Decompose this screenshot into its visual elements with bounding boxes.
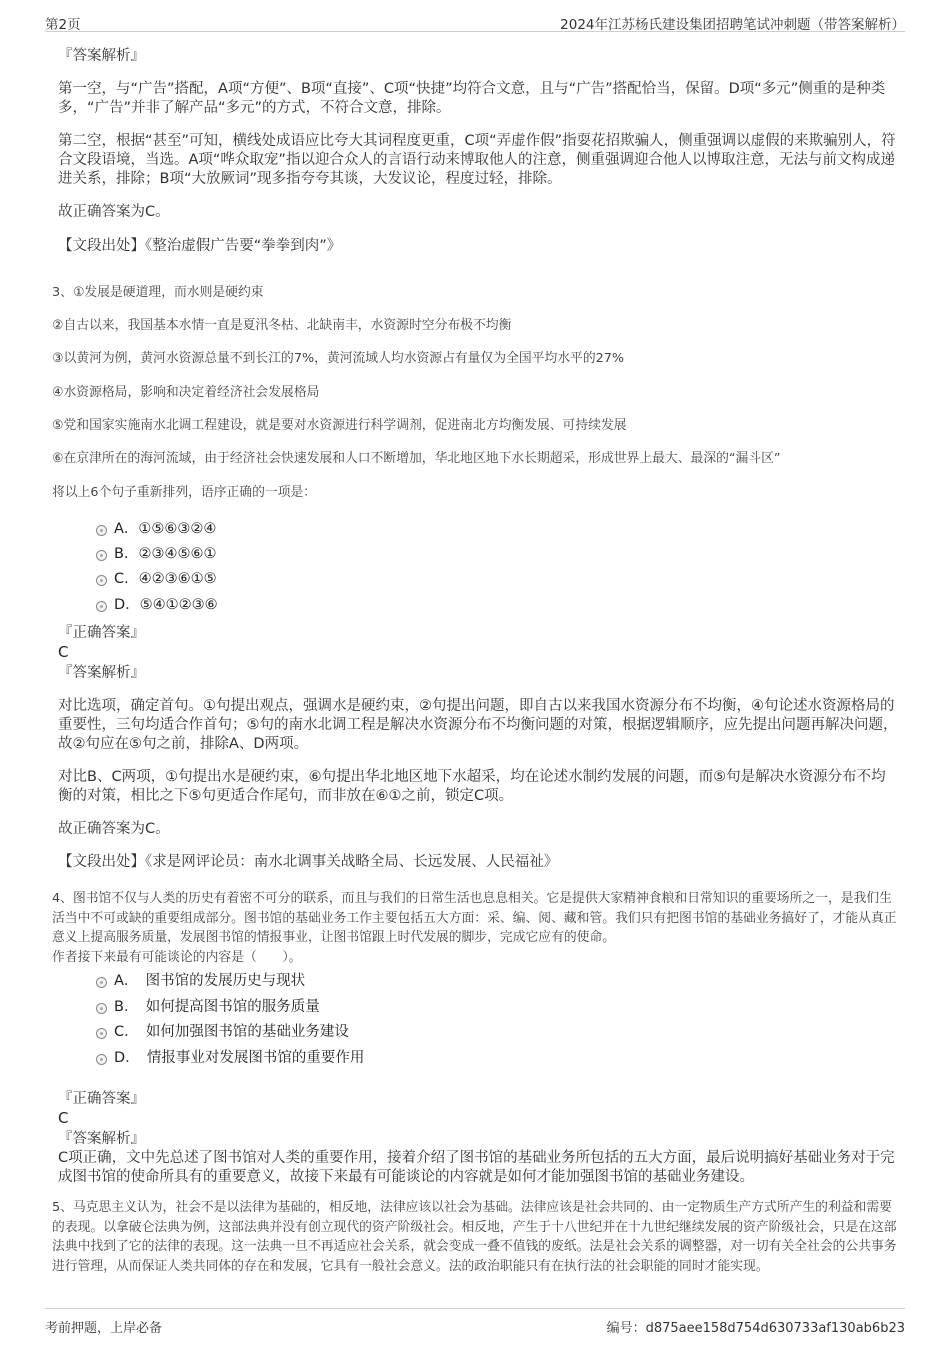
radio-icon[interactable] [96, 977, 107, 988]
q3-sentence-4: ④水资源格局，影响和决定着经济社会发展格局 [52, 385, 320, 400]
radio-icon[interactable] [96, 1003, 107, 1014]
radio-icon[interactable] [96, 1054, 107, 1065]
page-number: 第2页 [45, 17, 81, 33]
q3-correct-label: 『正确答案』 [58, 625, 145, 641]
radio-icon[interactable] [96, 525, 107, 536]
q3-sentence-3: ③以黄河为例，黄河水资源总量不到长江的7%，黄河流域人均水资源占有量仅为全国平均水平的27% [52, 351, 625, 366]
q3-analysis-para2: 对比B、C两项，①句提出水是硬约束，⑥句提出华北地区地下水超采，均在论述水制约发展的问题，而⑤句是解决水资源分布不均衡的对策，相比之下⑤句更适合作尾句，而非放在⑥①之前，锁定C项。 [58, 769, 886, 804]
footer-id: 编号：d875aee158d754d630733af130ab6b23 [606, 1321, 905, 1336]
q3-sentence-2: ②自古以来，我国基本水情一直是夏汛冬枯、北缺南丰，水资源时空分布极不均衡 [52, 318, 512, 333]
q3-analysis-label: 『答案解析』 [58, 665, 145, 681]
option-label: A．①⑤⑥③②④ [114, 521, 217, 537]
option-label: C．④②③⑥①⑤ [114, 571, 217, 587]
document-title: 2024年江苏杨氏建设集团招聘笔试冲刺题（带答案解析） [560, 17, 905, 33]
page-footer [45, 1308, 905, 1335]
q2-analysis-label: 『答案解析』 [58, 48, 145, 64]
option-label: D．⑤④①②③⑥ [114, 597, 218, 613]
option-label: B．②③④⑤⑥① [114, 546, 217, 562]
q3-source: 【文段出处】《求是网评论员：南水北调事关战略全局、长远发展、人民福祉》 [58, 854, 559, 870]
q3-sentence-1: 3、①发展是硬道理，而水则是硬约束 [52, 285, 264, 300]
radio-icon[interactable] [96, 601, 107, 612]
q3-prompt: 将以上6个句子重新排列，语序正确的一项是： [52, 485, 317, 500]
q3-conclusion: 故正确答案为C。 [58, 821, 170, 837]
radio-icon[interactable] [96, 575, 107, 586]
q4-correct-answer: C [58, 1109, 69, 1127]
option-label: D． 情报事业对发展图书馆的重要作用 [114, 1050, 365, 1066]
footer-slogan: 考前押题，上岸必备 [45, 1321, 163, 1336]
q5-stem: 5、马克思主义认为，社会不是以法律为基础的，相反地，法律应该以社会为基础。法律应该是社会共同的、由一定物质生产方式所产生的利益和需要的表现。以拿破仑法典为例，这部法典并没有创立现代的资产阶级社会。相反地，产生于十八世纪并在十九世纪继续发展的资产阶级社会，只是在这部法典中找到了它的法律的表现。这一法典一旦不再适应社会关系，就会变成一叠不值钱的废纸。法是社会关系的调整器，对一切有关全社会的公共事务进行管理，从而保证人类共同体的存在和发展，它具有一般社会意义。法的政治职能只有在执行法的社会职能的同时才能实现。 [52, 1200, 897, 1274]
q2-source: 【文段出处】《整治虚假广告要“拳拳到肉”》 [58, 238, 342, 254]
q2-analysis-para1: 第一空，与“广告”搭配，A项“方便”、B项“直接”、C项“快捷”均符合文意，且与“广告”搭配恰当，保留。D项“多元”侧重的是种类多，“广告”并非了解产品“多元”的方式，不符合文意，排除。 [58, 81, 886, 116]
q4-correct-label: 『正确答案』 [58, 1091, 145, 1107]
q3-sentence-5: ⑤党和国家实施南水北调工程建设，就是要对水资源进行科学调剂，促进南北方均衡发展、可持续发展 [52, 418, 627, 433]
option-label: A． 图书馆的发展历史与现状 [114, 973, 306, 989]
q4-stem: 4、图书馆不仅与人类的历史有着密不可分的联系，而且与我们的日常生活也息息相关。它是提供大家精神食粮和日常知识的重要场所之一，是我们生活当中不可或缺的重要组成部分。图书馆的基础业务工作主要包括五大方面：采、编、阅、藏和管。我们只有把图书馆的基础业务搞好了，才能从真正意义上提高服务质量，发展图书馆的情报事业，让图书馆跟上时代发展的脚步，完成它应有的使命。 [52, 891, 897, 945]
q3-analysis-para1: 对比选项，确定首句。①句提出观点，强调水是硬约束，②句提出问题，即自古以来我国水资源分布不均衡，④句论述水资源格局的重要性，三句均适合作首句；⑤句的南水北调工程是解决水资源分布不均衡问题的对策，根据逻辑顺序，应先提出问题再解决问题，故②句应在⑤句之前，排除A、D两项。 [58, 698, 898, 752]
q4-analysis: C项正确，文中先总述了图书馆对人类的重要作用，接着介绍了图书馆的基础业务所包括的五大方面，最后说明搞好基础业务对于完成图书馆的使命所具有的重要意义，故接下来最有可能谈论的内容就是如何才能加强图书馆的基础业务建设。 [58, 1150, 895, 1185]
q4-prompt: 作者接下来最有可能谈论的内容是（ ）。 [52, 950, 302, 965]
radio-icon[interactable] [96, 1028, 107, 1039]
q2-analysis-para2: 第二空，根据“甚至”可知，横线处成语应比夸大其词程度更重，C项“弄虚作假”指耍花招欺骗人，侧重强调以虚假的来欺骗别人，符合文段语境，当选。A项“哗众取宠”指以迎合众人的言语行动来博取他人的注意，侧重强调迎合他人以博取注意，无法与前文构成递进关系，排除；B项“大放厥词”现多指夸夸其谈，大发议论，程度过轻，排除。 [58, 133, 896, 187]
page-header [45, 9, 905, 32]
q3-correct-answer: C [58, 643, 69, 661]
q2-conclusion: 故正确答案为C。 [58, 204, 170, 220]
option-label: C． 如何加强图书馆的基础业务建设 [114, 1024, 349, 1040]
option-label: B． 如何提高图书馆的服务质量 [114, 999, 320, 1015]
q4-analysis-label: 『答案解析』 [58, 1131, 145, 1147]
q3-sentence-6: ⑥在京津所在的海河流域，由于经济社会快速发展和人口不断增加，华北地区地下水长期超采，形成世界上最大、最深的“漏斗区” [52, 451, 781, 466]
radio-icon[interactable] [96, 550, 107, 561]
